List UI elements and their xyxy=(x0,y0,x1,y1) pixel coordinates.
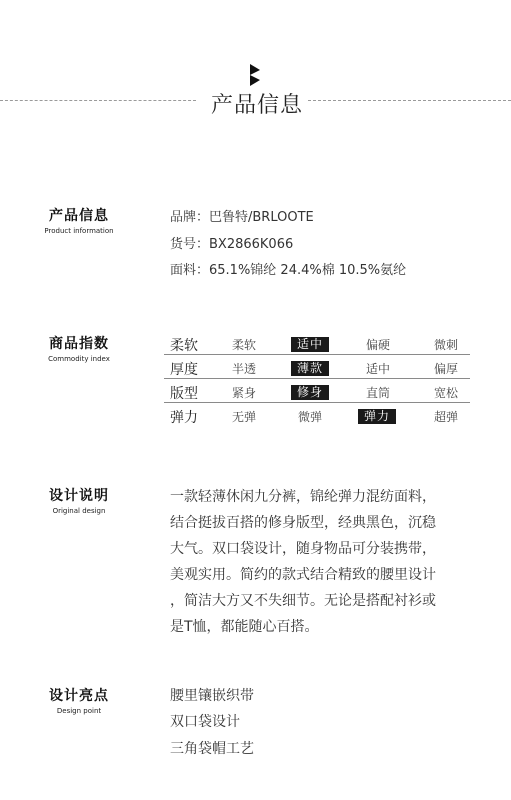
index-option: 柔软 xyxy=(231,338,256,352)
highlight-item: 三角袋帽工艺 xyxy=(170,741,254,757)
section-title-zh: 设计亮点 xyxy=(49,688,109,704)
index-row-name: 弹力 xyxy=(170,410,198,426)
header-divider-right xyxy=(308,100,511,101)
description-line: 是T恤，都能随心百搭。 xyxy=(170,619,319,635)
index-option-selected: 修身 xyxy=(291,385,329,400)
fabric-line: 面料：65.1%锦纶 24.4%棉 10.5%氨纶 xyxy=(170,263,407,278)
index-row-name: 厚度 xyxy=(170,362,198,378)
design-description-label xyxy=(48,485,110,515)
product-info-label xyxy=(44,205,114,235)
highlight-item: 腰里镶嵌织带 xyxy=(170,688,254,704)
index-option: 超弹 xyxy=(433,410,458,424)
index-row-name: 版型 xyxy=(170,386,198,402)
index-option: 宽松 xyxy=(433,386,458,400)
row-divider xyxy=(164,402,470,403)
row-divider xyxy=(164,354,470,355)
index-option: 偏硬 xyxy=(365,338,390,352)
section-title-en: Original design xyxy=(52,507,106,515)
index-option: 半透 xyxy=(231,362,256,376)
page-title: 产品信息 xyxy=(211,93,304,118)
index-row-fit xyxy=(164,381,470,403)
section-title-en: Product information xyxy=(44,227,114,235)
index-option: 直筒 xyxy=(365,386,390,400)
row-divider xyxy=(164,378,470,379)
description-line: 结合挺拔百搭的修身版型，经典黑色，沉稳 xyxy=(170,515,436,531)
index-option: 适中 xyxy=(365,362,390,376)
arrow-logo-icon xyxy=(248,64,264,86)
index-row-thickness xyxy=(164,357,470,379)
index-row-elasticity xyxy=(164,405,470,427)
commodity-index-label xyxy=(48,333,110,363)
section-title-en: Design point xyxy=(56,707,102,715)
section-title-zh: 产品信息 xyxy=(49,208,109,224)
index-option: 偏厚 xyxy=(433,362,458,376)
highlight-item: 双口袋设计 xyxy=(170,714,240,730)
section-title-zh: 商品指数 xyxy=(49,336,109,352)
index-row-softness xyxy=(164,333,470,355)
index-option: 紧身 xyxy=(231,386,256,400)
header-divider-left xyxy=(0,100,196,101)
section-title-en: Commodity index xyxy=(48,355,110,363)
sku-line: 货号：BX2866K066 xyxy=(170,237,294,252)
description-line: 大气。双口袋设计，随身物品可分装携带， xyxy=(170,541,436,557)
index-option: 微弹 xyxy=(297,410,322,424)
index-option-selected: 薄款 xyxy=(291,361,329,376)
index-option: 微刺 xyxy=(433,338,458,352)
index-option-selected: 弹力 xyxy=(358,409,396,424)
index-option: 无弹 xyxy=(231,410,256,424)
index-option-selected: 适中 xyxy=(291,337,329,352)
design-point-label xyxy=(48,685,110,715)
description-line: 美观实用。简约的款式结合精致的腰里设计 xyxy=(170,567,436,583)
description-line: 一款轻薄休闲九分裤，锦纶弹力混纺面料， xyxy=(170,489,436,505)
brand-line: 品牌：巴鲁特/BRLOOTE xyxy=(170,210,314,225)
description-line: ，简洁大方又不失细节。无论是搭配衬衫或 xyxy=(170,593,436,609)
index-row-name: 柔软 xyxy=(170,338,198,354)
section-title-zh: 设计说明 xyxy=(49,488,109,504)
